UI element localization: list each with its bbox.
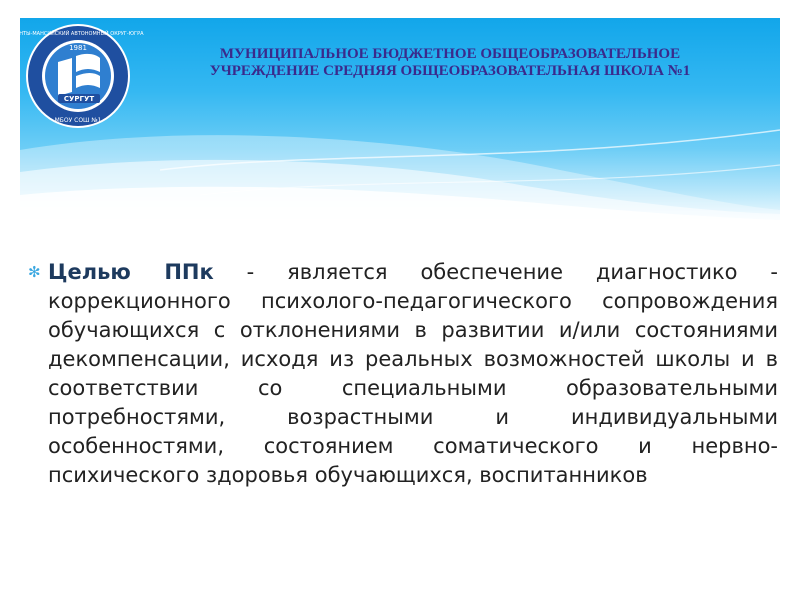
body-paragraph [48, 258, 778, 490]
body-lead: Целью ППк [48, 260, 214, 284]
body-text: - является обеспечение диагностико - коррекционного психолого-педагогического сопровождения обучающихся с отклонениями в развитии и/или состояниями декомпенсации, исходя из реальных возможностей школы и в соответствии со специальными образовательными потребностями, возрастными и индивидуальными особенностями, состоянием соматического и нервно-психического здоровья обучающихся, воспитанников [48, 260, 778, 487]
logo-city: СУРГУТ [63, 95, 95, 103]
logo-top-text: ХАНТЫ-МАНСИЙСКИЙ АВТОНОМНЫЙ ОКРУГ-ЮГРА [12, 31, 144, 37]
school-emblem-icon [12, 22, 144, 130]
title-line-1: МУНИЦИПАЛЬНОЕ БЮДЖЕТНОЕ ОБЩЕОБРАЗОВАТЕЛЬНОЕ [219, 46, 681, 62]
logo-year: 1981 [69, 44, 87, 52]
logo-bottom-text: МБОУ СОШ №1 [54, 117, 102, 124]
page-title [140, 46, 760, 80]
title-line-2: УЧРЕЖДЕНИЕ СРЕДНЯЯ ОБЩЕОБРАЗОВАТЕЛЬНАЯ ШКОЛА №1 [209, 63, 691, 79]
bullet-icon: ✻ [28, 263, 41, 281]
